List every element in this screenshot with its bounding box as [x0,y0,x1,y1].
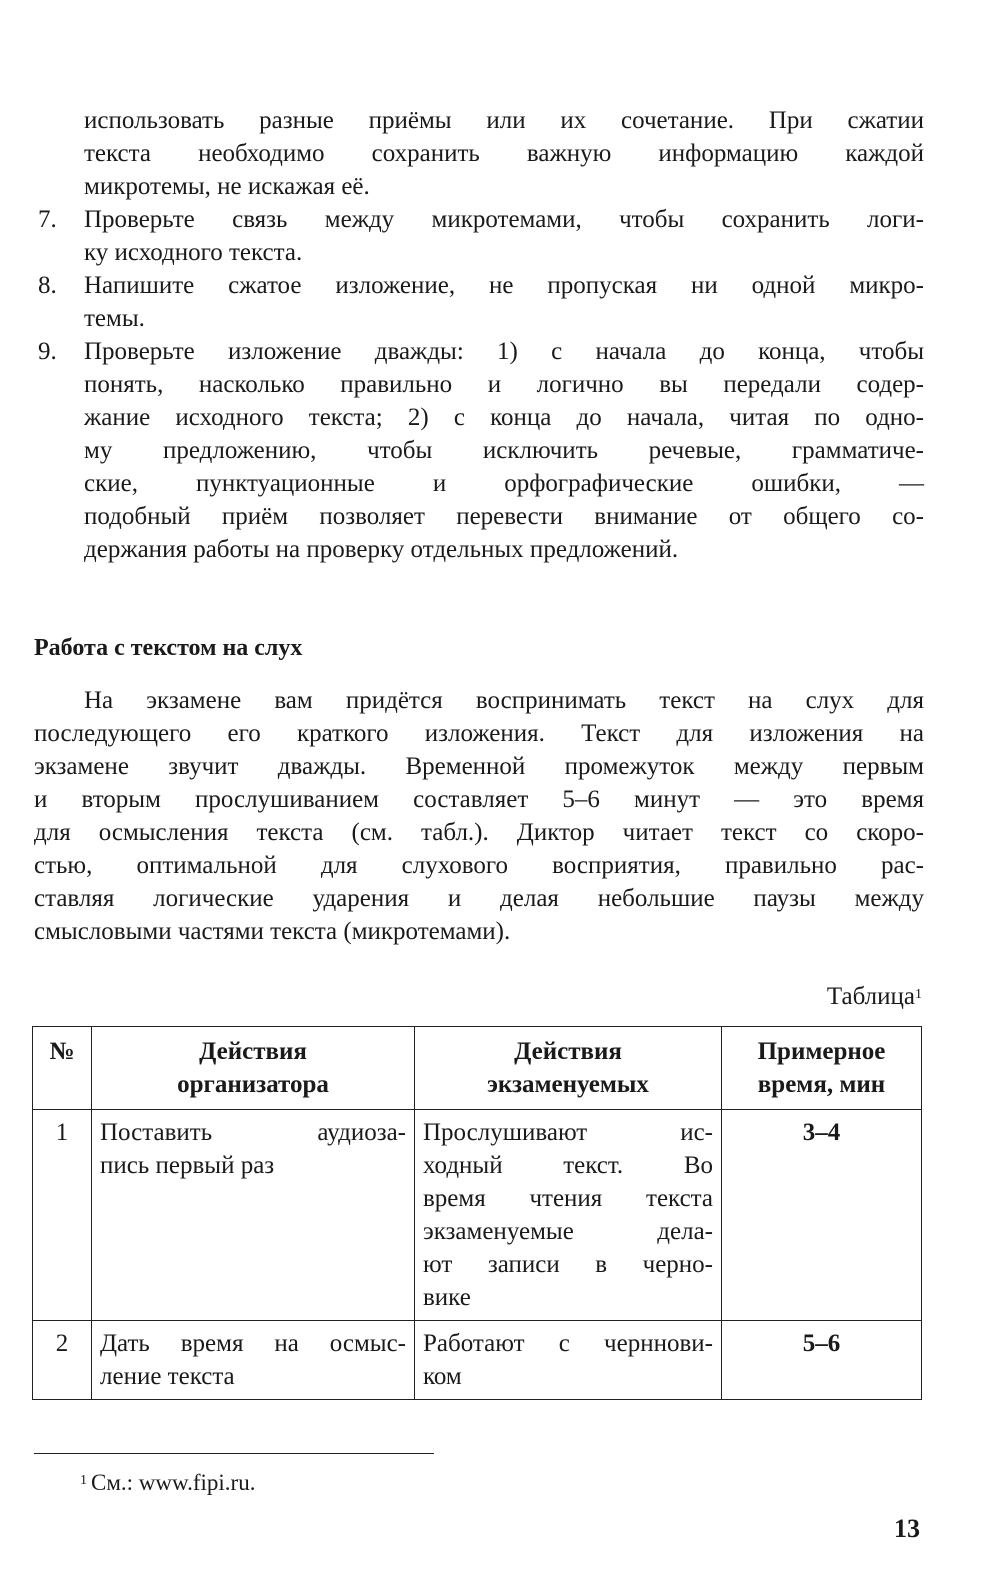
row-number: 2 [33,1321,92,1400]
header-examinees [415,1027,722,1110]
cell-line: время чтения текста [423,1185,713,1212]
row-examinees-cell [415,1110,722,1321]
row-time: 5–6 [722,1321,922,1400]
paragraph-line: стью, оптимальной для слухового восприятия, правильно рас- [34,852,924,879]
row-organizer-cell [92,1110,415,1321]
row-organizer-cell [92,1321,415,1400]
step-line: му предложению, чтобы исключить речевые, грамматиче- [84,437,924,464]
paragraph-line: последующего его краткого изложения. Текст для изложения на [34,720,924,747]
header-time-line: время, мин [757,1071,886,1098]
paragraph-line: для осмысления текста (см. табл.). Диктор читает текст со скоро- [34,819,924,846]
step-line: понять, насколько правильно и логично вы передали содер- [84,371,924,398]
row-examinees-cell [415,1321,722,1400]
table-header-row [33,1027,922,1110]
cell-line: ходный текст. Во [423,1152,713,1179]
step-line: Напишите сжатое изложение, не пропуская ни одной микро- [84,272,924,299]
paragraph-line: На экзамене вам придётся воспринимать текст на слух для [84,687,924,714]
intro-line: микротемы, не искажая её. [84,173,370,200]
footnote-text: См.: www.fipi.ru. [91,1470,256,1495]
step-line: держания работы на проверку отдельных предложений. [84,536,679,563]
step-line: темы. [84,305,145,332]
step-line: подобный приём позволяет перевести внимание от общего со- [84,503,924,530]
step-number: 8. [38,272,57,299]
header-time-line: Примерное [757,1038,886,1065]
step-line: ку исходного текста. [84,239,303,266]
table-row [33,1110,922,1321]
cell-line: ют записи в черно- [423,1251,713,1278]
paragraph-line: ставляя логические ударения и делая небольшие паузы между [34,885,924,912]
header-organizer [92,1027,415,1110]
table-caption [827,980,922,1013]
cell-line: ление текста [100,1363,235,1390]
step-line: Проверьте связь между микротемами, чтобы сохранить логи- [84,206,924,233]
footnote-divider [34,1453,434,1454]
row-number: 1 [33,1110,92,1321]
paragraph-line: смысловыми частями текста (микротемами). [34,918,511,945]
cell-line: ком [423,1363,462,1390]
section-title: Работа с текстом на слух [34,635,303,661]
cell-line: вике [423,1284,471,1311]
paragraph-line: и вторым прослушиванием составляет 5–6 минут — это время [34,786,924,813]
header-time [722,1027,922,1110]
footnote-ref: 1 [80,1473,87,1488]
table-caption-footnote-ref: 1 [915,987,922,1002]
cell-line: Поставить аудиоза- [100,1119,406,1146]
cell-line: экзаменуемые дела- [423,1218,713,1245]
step-line: Проверьте изложение дважды: 1) с начала до конца, чтобы [84,338,924,365]
step-number: 7. [38,206,57,233]
intro-line: использовать разные приёмы или их сочетание. При сжатии [84,107,924,134]
intro-line: текста необходимо сохранить важную информацию каждой [84,140,924,167]
row-time: 3–4 [722,1110,922,1321]
step-line: ские, пунктуационные и орфографические ошибки, — [84,470,924,497]
header-examinees-line: Действия [514,1038,622,1065]
table-caption-text: Таблица [826,983,915,1010]
step-line: жание исходного текста; 2) с конца до начала, читая по одно- [84,404,924,431]
step-number: 9. [38,338,57,365]
header-organizer-line: организатора [177,1071,329,1098]
cell-line: Дать время на осмыс- [100,1330,406,1357]
header-number: № [33,1027,92,1110]
cell-line: Прослушивают ис- [423,1119,713,1146]
paragraph-line: экзамене звучит дважды. Временной промежуток между первым [34,753,924,780]
cell-line: Работают с черннови- [423,1330,713,1357]
footnote [80,1468,255,1498]
table-row [33,1321,922,1400]
header-organizer-line: Действия [199,1038,307,1065]
page-number: 13 [894,1514,920,1543]
header-examinees-line: экзаменуемых [487,1071,649,1098]
actions-table [32,1026,922,1400]
cell-line: пись первый раз [100,1152,275,1179]
